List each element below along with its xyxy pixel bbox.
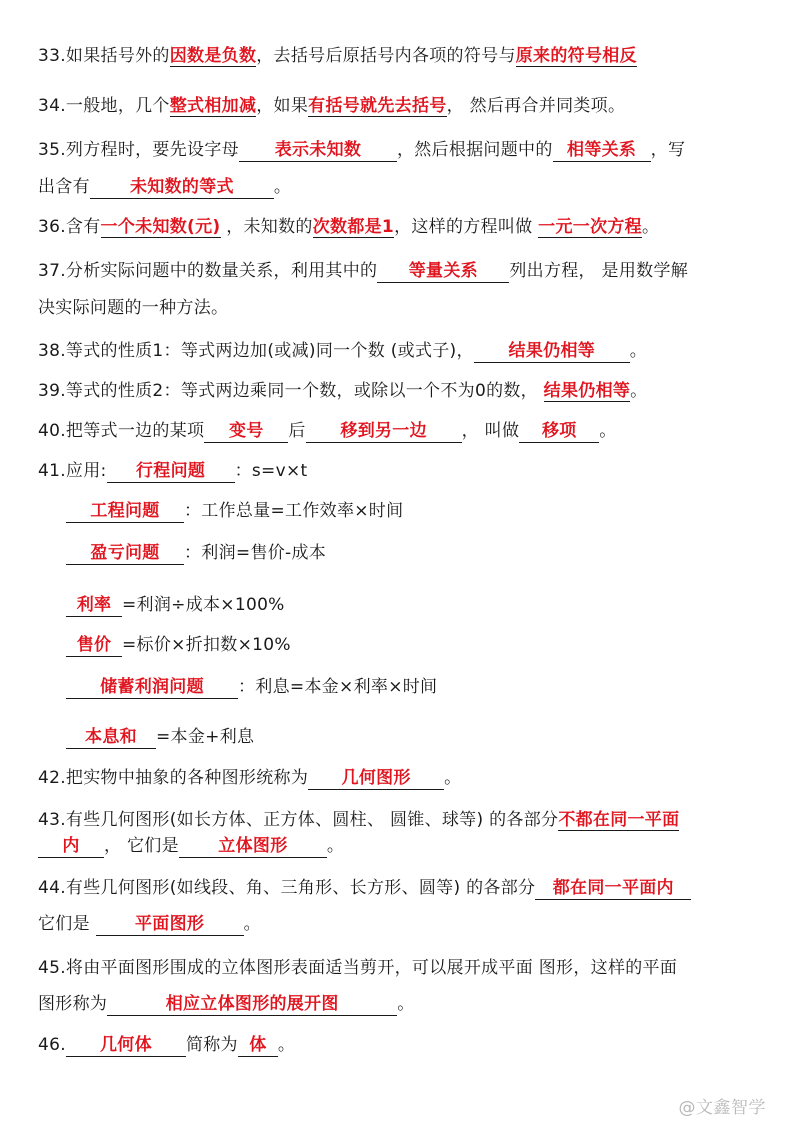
answer-blank: 原来的符号相反	[515, 46, 637, 66]
statement-text: ，然后根据问题中的	[396, 140, 553, 160]
answer-blank: 工程问题	[66, 500, 184, 523]
answer-blank: 本息和	[66, 726, 156, 749]
answer-blank: 因数是负数	[169, 46, 257, 66]
statement-text: 42.把实物中抽象的各种图形统称为	[38, 768, 309, 788]
answer-blank: 盈亏问题	[66, 542, 184, 565]
statement-text: ：利润=售价-成本	[184, 543, 327, 563]
answer-blank: 储蓄利润问题	[66, 676, 238, 699]
answer-blank: 相等关系	[553, 139, 651, 162]
statement-text: 45.将由平面图形围成的立体图形表面适当剪开，可以展开成平面 图形，这样的平面	[38, 958, 678, 978]
statement-text: 出含有	[38, 177, 90, 197]
line-q45b	[38, 992, 415, 1016]
statement-text: 35.列方程时，要先设字母	[38, 140, 239, 160]
statement-text: 。	[599, 421, 617, 441]
statement-text: 37.分析实际问题中的数量关系，利用其中的	[38, 261, 378, 281]
line-q41-6	[66, 725, 254, 749]
answer-blank: 次数都是1	[312, 217, 395, 237]
answer-blank: 变号	[204, 420, 288, 443]
watermark: @文鑫智学	[678, 1098, 766, 1118]
statement-text: 图形称为	[38, 994, 108, 1014]
statement-text: 。	[629, 341, 648, 361]
statement-text: 。	[444, 768, 462, 788]
line-q43b	[38, 834, 344, 858]
answer-blank: 有括号就先去括号	[308, 96, 447, 116]
statement-text: ，如果	[256, 96, 309, 116]
line-q46	[38, 1033, 295, 1057]
statement-text: 。	[630, 381, 648, 401]
line-q41-4	[66, 633, 291, 657]
statement-text: =利润÷成本×100%	[122, 595, 285, 615]
statement-text: 后	[288, 421, 306, 441]
line-q41	[38, 459, 307, 483]
line-q37b	[38, 296, 228, 320]
line-q36	[38, 215, 659, 239]
line-q33	[38, 44, 637, 68]
line-q45a	[38, 956, 677, 980]
statement-text: ， 然后再合并同类项。	[446, 96, 626, 116]
statement-text: 简称为	[185, 1035, 238, 1055]
line-q41-1	[66, 499, 403, 523]
line-q35a	[38, 138, 685, 162]
line-q41-3	[66, 593, 285, 617]
line-q42	[38, 766, 461, 790]
statement-text: 46.	[38, 1035, 66, 1055]
line-q38	[38, 339, 647, 363]
answer-blank: 等量关系	[377, 260, 509, 283]
statement-text: 33.如果括号外的	[38, 46, 170, 66]
statement-text: =本金+利息	[156, 727, 255, 747]
answer-blank: 售价	[66, 634, 122, 657]
answer-blank: 未知数的等式	[90, 176, 274, 199]
statement-text: ，这样的方程叫做	[394, 217, 539, 237]
line-q41-2	[66, 541, 326, 565]
statement-text: ：工作总量=工作效率×时间	[184, 501, 404, 521]
statement-text: 43.有些几何图形(如长方体、正方体、圆柱、 圆锥、球等) 的各部分	[38, 810, 559, 830]
line-q34	[38, 94, 625, 118]
line-q41-5	[66, 675, 437, 699]
line-q44b	[38, 912, 261, 936]
answer-blank: 移项	[519, 420, 599, 443]
statement-text: 。	[397, 994, 415, 1014]
answer-blank: 行程问题	[107, 460, 235, 483]
answer-blank: 结果仍相等	[543, 381, 631, 401]
statement-text: 44.有些几何图形(如线段、角、三角形、长方形、圆等) 的各部分	[38, 878, 536, 898]
statement-text: 。	[641, 217, 660, 237]
answer-blank: 表示未知数	[239, 139, 397, 162]
answer-blank: 立体图形	[179, 835, 327, 858]
answer-blank: 一个未知数(元)	[100, 217, 221, 237]
answer-blank: 结果仍相等	[474, 340, 630, 363]
answer-blank: 移到另一边	[306, 420, 462, 443]
line-q35b	[38, 175, 291, 199]
line-q39	[38, 379, 647, 403]
answer-blank: 都在同一平面内	[535, 877, 691, 900]
statement-text: ：s=v×t	[234, 461, 308, 481]
answer-blank: 相应立体图形的展开图	[107, 993, 397, 1016]
answer-blank: 内	[38, 835, 104, 858]
statement-text: ，去括号后原括号内各项的符号与	[256, 46, 516, 66]
statement-text: ，写	[650, 140, 686, 160]
statement-text: 40.把等式一边的某项	[38, 421, 205, 441]
line-q40	[38, 419, 617, 443]
statement-text: 36.含有	[38, 217, 101, 237]
statement-text: ，未知数的	[220, 217, 313, 237]
answer-blank: 利率	[66, 594, 122, 617]
statement-text: =标价×折扣数×10%	[122, 635, 291, 655]
answer-blank: 几何图形	[308, 767, 444, 790]
statement-text: 列出方程， 是用数学解	[509, 261, 689, 281]
statement-text: ， 它们是	[104, 836, 179, 856]
statement-text: 41.应用:	[38, 461, 107, 481]
statement-text: ， 叫做	[461, 421, 520, 441]
line-q37a	[38, 259, 688, 283]
answer-blank: 体	[238, 1034, 278, 1057]
answer-blank: 整式相加减	[169, 96, 257, 116]
answer-blank: 一元一次方程	[538, 217, 642, 237]
answer-blank: 不都在同一平面	[558, 810, 680, 830]
line-q43a	[38, 808, 679, 832]
statement-text: 。	[277, 1035, 296, 1055]
answer-blank: 几何体	[66, 1034, 186, 1057]
statement-text: 决实际问题的一种方法。	[38, 298, 229, 318]
statement-text: 38.等式的性质1：等式两边加(或减)同一个数 (或式子)，	[38, 341, 474, 361]
statement-text: 。	[326, 836, 345, 856]
statement-text: 39.等式的性质2：等式两边乘同一个数，或除以一个不为0的数，	[38, 381, 544, 401]
answer-blank: 平面图形	[96, 913, 244, 936]
statement-text: 34.一般地，几个	[38, 96, 170, 116]
statement-text: ：利息=本金×利率×时间	[238, 677, 438, 697]
line-q44a	[38, 876, 691, 900]
statement-text: 。	[273, 177, 292, 197]
statement-text: 它们是	[38, 914, 96, 934]
statement-text: 。	[243, 914, 261, 934]
